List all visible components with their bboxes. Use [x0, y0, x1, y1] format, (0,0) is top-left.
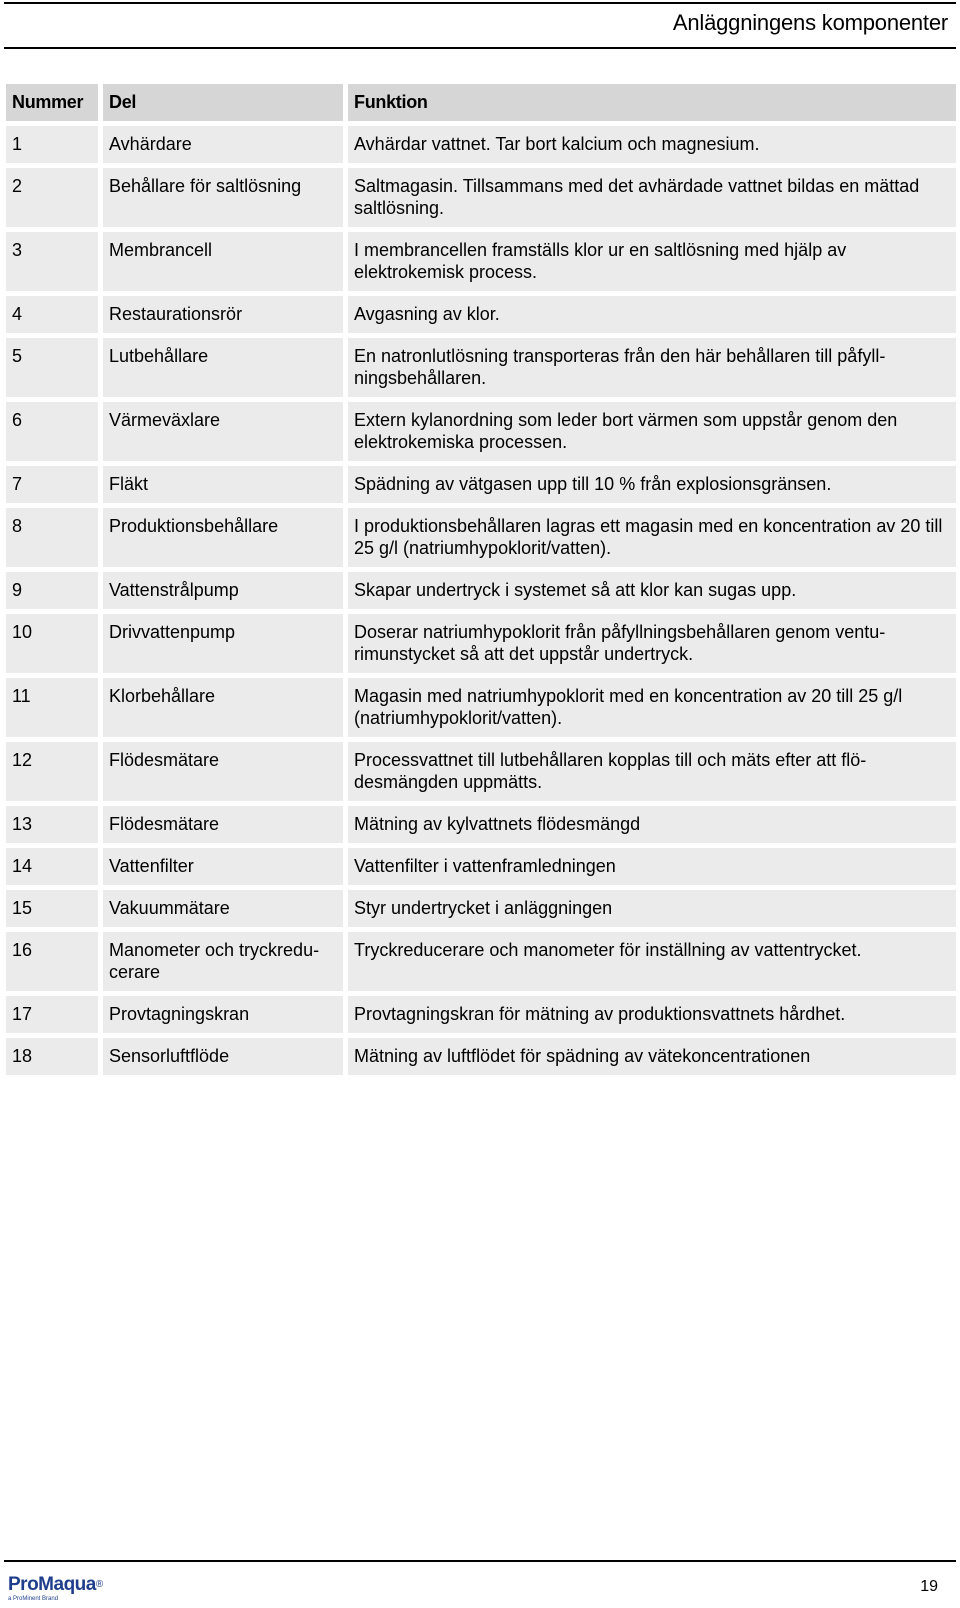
cell-funktion: Mätning av kylvattnets flödesmängd — [348, 806, 956, 843]
cell-funktion: Magasin med natriumhypoklorit med en koncentration av 20 till 25 g/l (natriumhypoklorit/vatten). — [348, 678, 956, 737]
cell-funktion: Avgasning av klor. — [348, 296, 956, 333]
cell-nummer: 7 — [6, 466, 98, 503]
page-number: 19 — [920, 1578, 938, 1595]
table-row — [6, 466, 956, 503]
cell-nummer: 15 — [6, 890, 98, 927]
table-row — [6, 1038, 956, 1075]
components-table — [6, 84, 956, 1080]
table-row — [6, 932, 956, 991]
cell-del: Vattenfilter — [103, 848, 343, 885]
cell-del: Behållare för saltlösning — [103, 168, 343, 227]
cell-nummer: 14 — [6, 848, 98, 885]
cell-del: Produktionsbehållare — [103, 508, 343, 567]
cell-funktion: I produktionsbehållaren lagras ett magasin med en koncentration av 20 till 25 g/l (natriumhypoklorit/vatten). — [348, 508, 956, 567]
table-header-row — [6, 84, 956, 121]
cell-funktion: Spädning av vätgasen upp till 10 % från explosionsgränsen. — [348, 466, 956, 503]
cell-nummer: 12 — [6, 742, 98, 801]
cell-del: Restaurationsrör — [103, 296, 343, 333]
table-row — [6, 296, 956, 333]
table-row — [6, 232, 956, 291]
cell-del: Vattenstrålpump — [103, 572, 343, 609]
cell-funktion: Processvattnet till lutbehållaren kopplas till och mäts efter att flö-desmängden uppmätts. — [348, 742, 956, 801]
table-row — [6, 742, 956, 801]
cell-funktion: I membrancellen framställs klor ur en saltlösning med hjälp av elektrokemisk process. — [348, 232, 956, 291]
cell-nummer: 6 — [6, 402, 98, 461]
table-row — [6, 402, 956, 461]
page-title: Anläggningens komponenter — [672, 10, 948, 35]
cell-nummer: 16 — [6, 932, 98, 991]
table-row — [6, 806, 956, 843]
cell-nummer: 17 — [6, 996, 98, 1033]
logo-subtext: a ProMinent Brand — [8, 1596, 59, 1602]
header-rule — [4, 47, 956, 49]
cell-nummer: 18 — [6, 1038, 98, 1075]
column-header-nummer: Nummer — [6, 84, 98, 121]
cell-del: Manometer och tryckredu-cerare — [103, 932, 343, 991]
cell-nummer: 9 — [6, 572, 98, 609]
cell-funktion: Saltmagasin. Tillsammans med det avhärdade vattnet bildas en mättad saltlösning. — [348, 168, 956, 227]
table-row — [6, 678, 956, 737]
cell-del: Värmeväxlare — [103, 402, 343, 461]
cell-del: Avhärdare — [103, 126, 343, 163]
table-row — [6, 848, 956, 885]
cell-del: Vakuummätare — [103, 890, 343, 927]
cell-nummer: 5 — [6, 338, 98, 397]
cell-del: Provtagningskran — [103, 996, 343, 1033]
table-row — [6, 168, 956, 227]
cell-nummer: 3 — [6, 232, 98, 291]
table-row — [6, 614, 956, 673]
cell-nummer: 13 — [6, 806, 98, 843]
cell-del: Flödesmätare — [103, 742, 343, 801]
table-row — [6, 890, 956, 927]
header-top-line — [4, 2, 956, 4]
table-row — [6, 572, 956, 609]
table-row — [6, 126, 956, 163]
cell-funktion: Tryckreducerare och manometer för inställning av vattentrycket. — [348, 932, 956, 991]
cell-funktion: Skapar undertryck i systemet så att klor kan sugas upp. — [348, 572, 956, 609]
cell-nummer: 1 — [6, 126, 98, 163]
cell-del: Lutbehållare — [103, 338, 343, 397]
cell-funktion: Doserar natriumhypoklorit från påfyllningsbehållaren genom ventu-rimunstycket så att det uppstår undertryck. — [348, 614, 956, 673]
promaqua-logo — [8, 1575, 118, 1605]
table-row — [6, 996, 956, 1033]
cell-funktion: Extern kylanordning som leder bort värmen som uppstår genom den elektrokemiska processen. — [348, 402, 956, 461]
cell-nummer: 2 — [6, 168, 98, 227]
cell-nummer: 4 — [6, 296, 98, 333]
table-row — [6, 508, 956, 567]
cell-del: Fläkt — [103, 466, 343, 503]
table-body — [6, 126, 956, 1075]
cell-funktion: Avhärdar vattnet. Tar bort kalcium och magnesium. — [348, 126, 956, 163]
footer-rule — [4, 1560, 956, 1562]
column-header-funktion: Funktion — [348, 84, 956, 121]
cell-del: Membrancell — [103, 232, 343, 291]
table-row — [6, 338, 956, 397]
cell-del: Flödesmätare — [103, 806, 343, 843]
cell-nummer: 8 — [6, 508, 98, 567]
column-header-del: Del — [103, 84, 343, 121]
cell-funktion: Mätning av luftflödet för spädning av vätekoncentrationen — [348, 1038, 956, 1075]
logo-wordmark: ProMaqua® — [8, 1574, 103, 1595]
cell-nummer: 10 — [6, 614, 98, 673]
cell-del: Drivvattenpump — [103, 614, 343, 673]
cell-funktion: Styr undertrycket i anläggningen — [348, 890, 956, 927]
cell-funktion: Vattenfilter i vattenframledningen — [348, 848, 956, 885]
cell-del: Sensorluftflöde — [103, 1038, 343, 1075]
cell-del: Klorbehållare — [103, 678, 343, 737]
cell-funktion: Provtagningskran för mätning av produktionsvattnets hårdhet. — [348, 996, 956, 1033]
cell-funktion: En natronlutlösning transporteras från den här behållaren till påfyll-ningsbehållaren. — [348, 338, 956, 397]
cell-nummer: 11 — [6, 678, 98, 737]
